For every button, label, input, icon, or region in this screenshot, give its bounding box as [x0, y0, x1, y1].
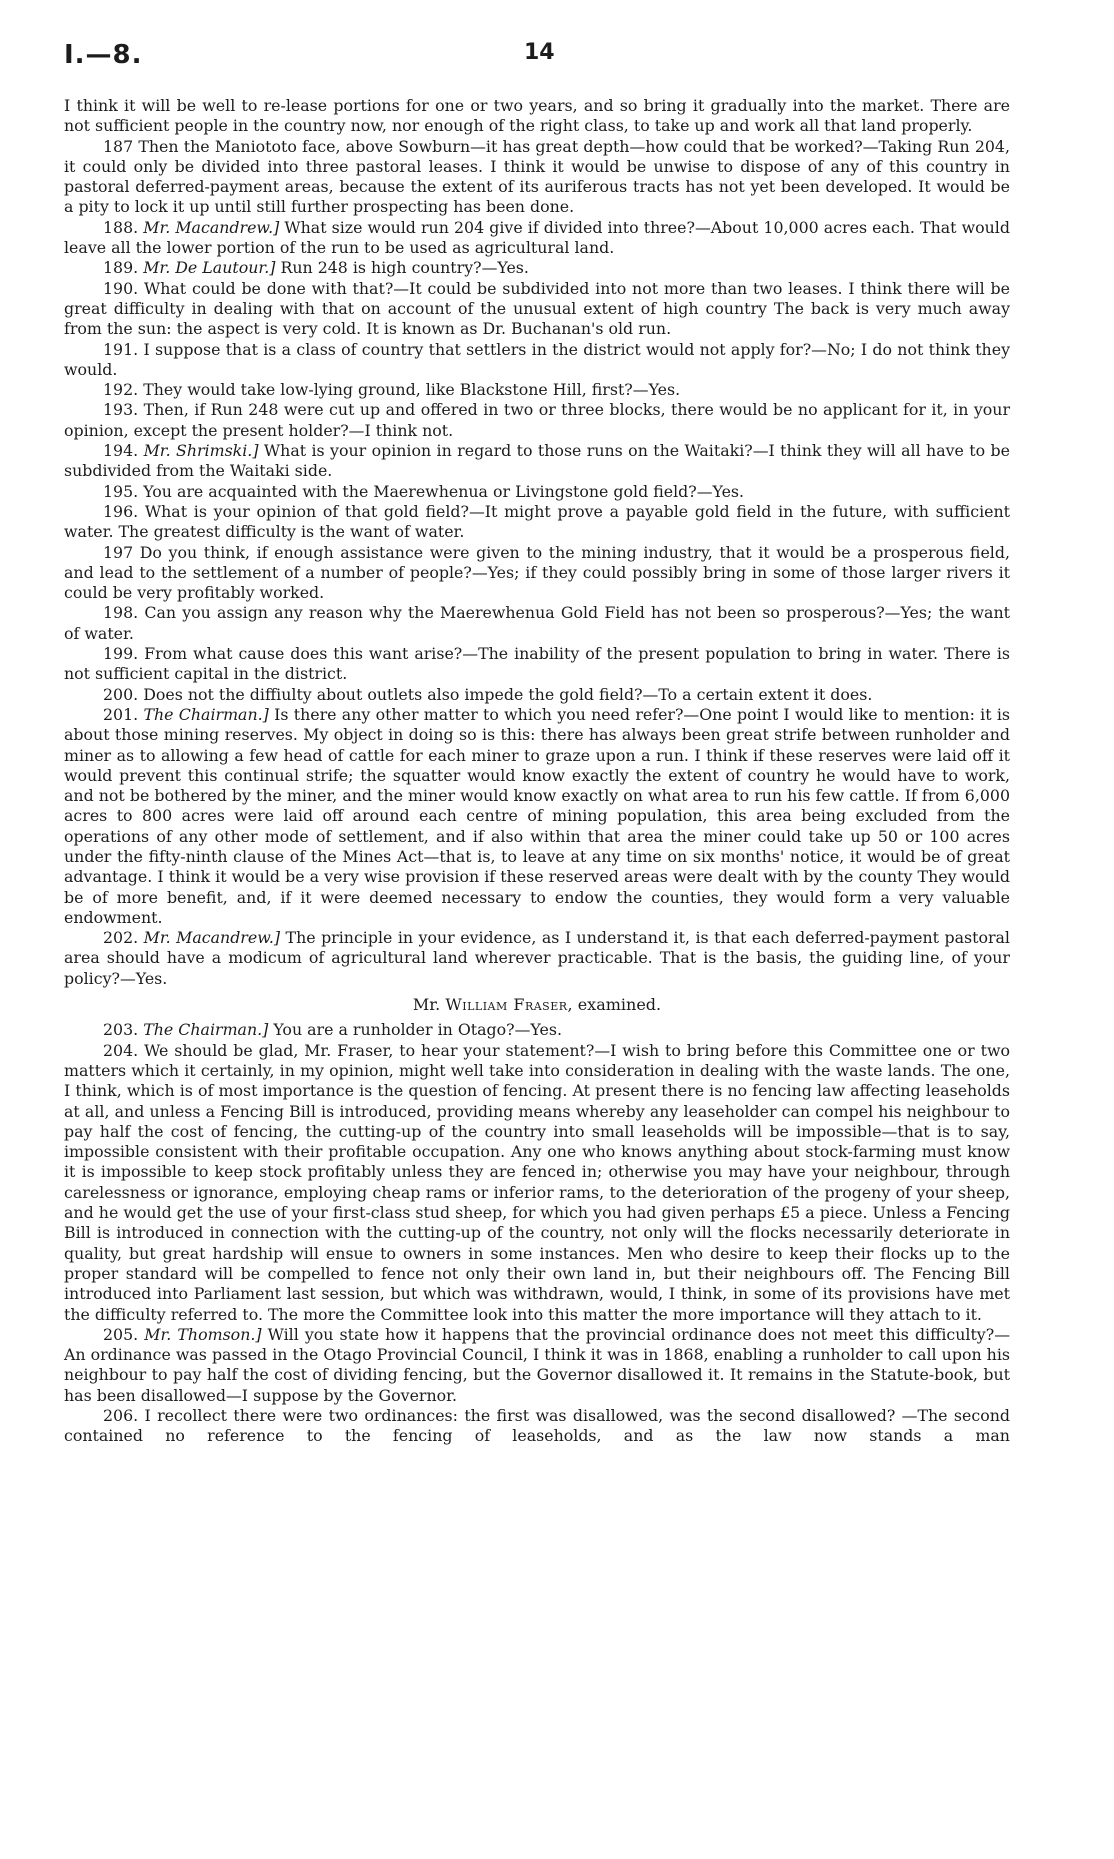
- question-197: 197 Do you think, if enough assistance were given to the mining industry, that it would be a prosperous field, and lead to the settlement of a number of people?—Yes; if they could possibly bring in some of those larger rivers it could be very profitably worked.: [64, 542, 1010, 603]
- question-201: 201. The Chairman.] Is there any other matter to which you need refer?—One point I would like to mention: it is about those mining reserves. My object in doing so is this: there has always been great strife between runholder and miner as to allowing a few head of cattle for each miner to graze upon a run. I think if these reserves were laid off it would prevent this continual strife; the squatter would know exactly the extent of country he would have to work, and not be bothered by the miner, and the miner would know exactly on what area to run his few cattle. If from 6,000 acres to 800 acres were laid off around each centre of mining population, this area being excluded from the operations of any other mode of settlement, and if also within that area the miner could take up 50 or 100 acres under the fifty-ninth clause of the Mines Act—that is, to leave at any time on six months' notice, it would be of great advantage. I think it would be a very wise provision if these reserved areas were dealt with by the county They would be of more benefit, and, if it were deemed necessary to endow the counties, they would form a very valuable endowment.: [64, 704, 1011, 927]
- witness-heading: Mr. William Fraser, examined.: [412, 995, 662, 1015]
- question-187: 187 Then the Maniototo face, above Sowburn—it has great depth—how could that be worked?—Taking Run 204, it could only be divided into three pastoral leases. I think it would be unwise to dispose of any of this country in pastoral deferred-payment areas, because the extent of its auriferous tracts has not yet been developed. It would be a pity to lock it up until still further prospecting has been done.: [64, 136, 1010, 217]
- question-196: 196. What is your opinion of that gold field?—It might prove a payable gold field in the future, with sufficient water. The greatest difficulty is the want of water.: [64, 501, 1010, 542]
- question-192: 192. They would take low-lying ground, like Blackstone Hill, first?—Yes.: [103, 380, 681, 400]
- question-205: 205. Mr. Thomson.] Will you state how it happens that the provincial ordinance does not meet this difficulty?—An ordinance was passed in the Otago Provincial Council, I think it was in 1868, enabling a runholder to call upon his neighbour to pay half the cost of dividing fencing, but the Governor disallowed it. It remains in the Statute-book, but has been disallowed—I suppose by the Governor.: [64, 1324, 1010, 1405]
- paragraph-continued: I think it will be well to re-lease portions for one or two years, and so bring it gradually into the market. There are not sufficient people in the country now, nor enough of the right class, to take up and work all that land properly.: [64, 96, 1010, 136]
- document-id: I.—8.: [64, 40, 143, 70]
- question-189: 189. Mr. De Lautour.] Run 248 is high country?—Yes.: [103, 258, 529, 278]
- question-202: 202. Mr. Macandrew.] The principle in your evidence, as I understand it, is that each deferred-payment pastoral area should have a modicum of agricultural land wherever practicable. That is the basis, the guiding line, of your policy?—Yes.: [64, 928, 1010, 988]
- question-191: 191. I suppose that is a class of country that settlers in the district would not apply for?—No; I do not think they would.: [64, 339, 1010, 379]
- question-204: 204. We should be glad, Mr. Fraser, to hear your statement?—I wish to bring before this Committee one or two matters which it certainly, in my opinion, might well take into consideration in dealing with the waste lands. The one, I think, which is of most importance is the question of fencing. At present there is no fencing law affecting leaseholds at all, and unless a Fencing Bill is introduced, providing means whereby any leaseholder can compel his neighbour to pay half the cost of fencing, the cutting-up of the country into small leaseholds will be impossible—that is to say, impossible consistent with their profitable occupation. Any one who knows anything about stock-farming must know it is impossible to keep stock profitably unless they are fenced in; otherwise you may have your neighbour, through carelessness or ignorance, employing cheap rams or inferior rams, to the deterioration of the progeny of your sheep, and he would get the use of your first-class stud sheep, for which you had given perhaps £5 a piece. Unless a Fencing Bill is introduced in connection with the cutting-up of the country, not only will the flocks necessarily deteriorate in quality, but great hardship will ensue to owners in some instances. Men who desire to keep their flocks up to the proper standard will be compelled to fence not only their own land in, but their neighbours off. The Fencing Bill introduced into Parliament last session, but which was withdrawn, would, I think, in some of its provisions have met the difficulty referred to. The more the Committee look into this matter the more importance will they attach to it.: [64, 1040, 1010, 1324]
- question-190: 190. What could be done with that?—It could be subdivided into not more than two leases. I think there will be great difficulty in dealing with that on account of the unusual extent of high country The back is very much away from the sun: the aspect is very cold. It is known as Dr. Buchanan's old run.: [64, 278, 1010, 339]
- question-195: 195. You are acquainted with the Maerewhenua or Livingstone gold field?—Yes.: [103, 481, 745, 501]
- question-203: 203. The Chairman.] You are a runholder in Otago?—Yes.: [103, 1020, 562, 1040]
- page-header: [64, 40, 1010, 96]
- question-188: 188. Mr. Macandrew.] What size would run 204 give if divided into three?—About 10,000 acres each. That would leave all the lower portion of the run to be used as agricultural land.: [64, 217, 1010, 258]
- question-193: 193. Then, if Run 248 were cut up and offered in two or three blocks, there would be no applicant for it, in your opinion, except the present holder?—I think not.: [64, 400, 1010, 440]
- question-200: 200. Does not the diffiulty about outlets also impede the gold field?—To a certain extent it does.: [103, 684, 873, 704]
- question-199: 199. From what cause does this want arise?—The inability of the present population to bring in water. There is not sufficient capital in the district.: [64, 644, 1010, 684]
- page-number: 14: [524, 40, 555, 65]
- document-body: [64, 96, 1010, 1447]
- question-198: 198. Can you assign any reason why the Maerewhenua Gold Field has not been so prosperous?—Yes; the want of water.: [64, 603, 1010, 643]
- question-194: 194. Mr. Shrimski.] What is your opinion in regard to those runs on the Waitaki?—I think they will all have to be subdivided from the Waitaki side.: [64, 441, 1010, 481]
- question-206: 206. I recollect there were two ordinances: the first was disallowed, was the second disallowed? —The second contained no reference to the fencing of leaseholds, and as the law now stands a man: [64, 1406, 1010, 1446]
